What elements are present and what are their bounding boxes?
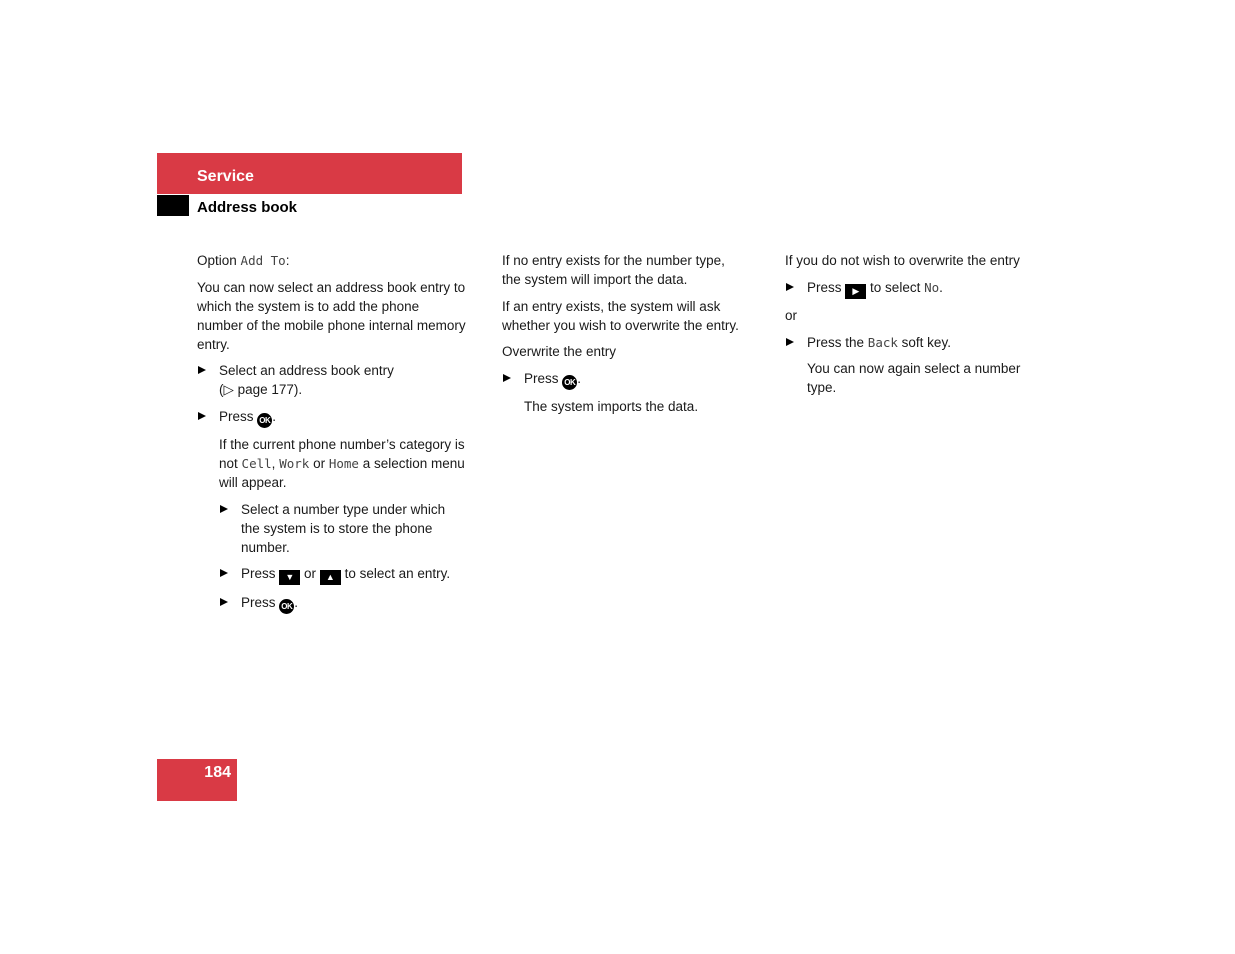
column-1 [197, 251, 467, 621]
category-home: Home [328, 456, 359, 471]
step-text: Press [241, 594, 276, 610]
arrow-down-key-icon: ▼ [279, 570, 300, 585]
substep-press-ok [219, 593, 467, 614]
option-line [197, 251, 467, 270]
step-text: Select a number type under which the system is to store the phone number. [241, 501, 446, 555]
column-2 [502, 251, 747, 424]
arrow-right-key-icon: ▶ [845, 284, 866, 299]
step-text: Press [219, 408, 254, 424]
no-overwrite-heading: If you do not wish to overwrite the entry [785, 253, 1020, 268]
result-text: You can now again select a number type. [807, 361, 1021, 395]
soft-key-back: Back [867, 334, 898, 350]
page-number: 184 [204, 764, 231, 781]
or-text: or [785, 308, 798, 323]
step-text: Press [807, 279, 842, 295]
substep-press-arrows [219, 564, 467, 585]
option-label: Option [197, 253, 237, 268]
section-title: Service [197, 168, 254, 185]
subsection-marker [157, 195, 189, 216]
intro-paragraph: You can now select an address book entry to which the system is to add the phone number of the mobile phone internal memory entry. [197, 279, 466, 352]
step-press-ok [502, 369, 747, 390]
step-text: Select an address book entry [219, 363, 394, 378]
no-entry-paragraph: If no entry exists for the number type, the system will import the data. [502, 253, 725, 287]
option-suffix: : [285, 253, 290, 268]
entry-exists-paragraph: If an entry exists, the system will ask whether you wish to overwrite the entry. [502, 298, 739, 333]
step-text: soft key. [901, 334, 951, 350]
step-text: to select an entry. [344, 566, 451, 581]
step-text: Press the [807, 334, 865, 350]
punct: . [939, 279, 943, 295]
arrow-up-key-icon: ▲ [320, 570, 341, 585]
overwrite-heading: Overwrite the entry [502, 344, 617, 359]
subsection-title: Address book [197, 199, 298, 216]
category-work: Work [279, 456, 310, 471]
step-select-entry [197, 361, 467, 399]
result-text: The system imports the data. [524, 399, 699, 414]
substep-select-type [219, 500, 467, 557]
ok-button-icon: OK [562, 375, 577, 390]
ok-button-icon: OK [257, 413, 272, 428]
note-text: If the current phone number’s category is not [219, 437, 465, 471]
step-text: or [304, 566, 317, 581]
step-press-right [785, 278, 1045, 299]
step-press-ok [197, 407, 467, 428]
step-text: Press [524, 370, 559, 386]
punct: . [577, 370, 582, 386]
punct: . [272, 408, 277, 424]
option-no: No [924, 279, 940, 295]
sub-steps [197, 500, 467, 614]
step-text: Press [241, 566, 276, 581]
note-text: or [313, 456, 326, 471]
punct: , [271, 456, 276, 471]
step-press-back [785, 333, 1045, 352]
note-text: a selection menu will appear. [219, 456, 465, 490]
ok-button-icon: OK [279, 599, 294, 614]
column-3 [785, 251, 1045, 405]
category-note [197, 435, 467, 492]
step-text: to select [870, 279, 921, 295]
option-value: Add To [240, 253, 286, 268]
category-cell: Cell [241, 456, 272, 471]
page-reference-link[interactable]: (▷ page 177). [219, 382, 303, 397]
punct: . [294, 594, 299, 610]
